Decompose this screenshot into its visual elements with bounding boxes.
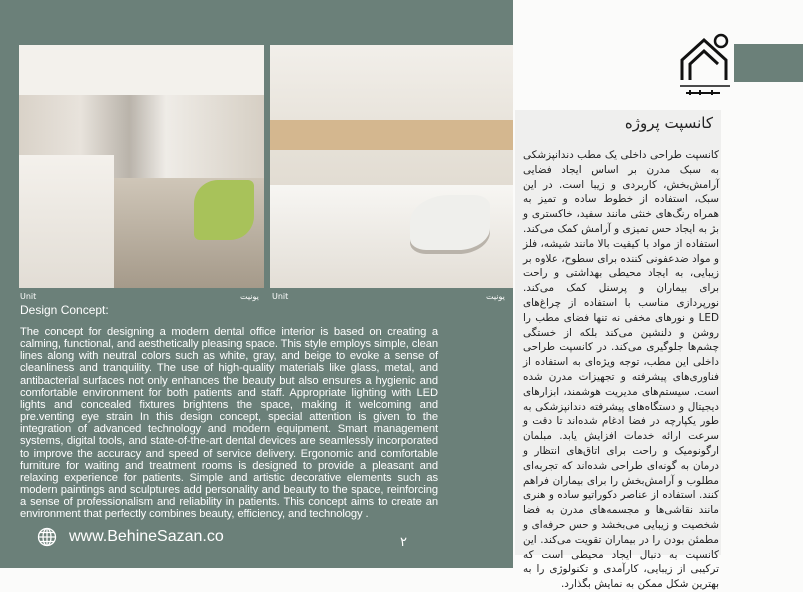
globe-icon — [37, 527, 57, 547]
photo-label-fa: یونیت — [486, 292, 505, 301]
photo-dental-unit-cabinets — [270, 45, 513, 288]
photo-label-fa: یونیت — [240, 292, 259, 301]
photo-label-en: Unit — [272, 292, 289, 301]
design-concept-body: The concept for designing a modern dental office interior is based on creating a calming, functional, and aesthetically pleasing space. This style employs simple, clean lines along with neutral colors such as white, gray, and beige to evoke a sense of cleanliness and tranquility. The use of high-quality materials like glass, metal, and antibacterial surfaces not only enhances the beauty but also ensures a hygienic and comfortable environment for both patients and staff. Appropriate lighting with LED lights and concealed fixtures brightens the space, making it welcoming and pre.venting eye strain In this design concept, special attention is given to the integration of advanced technology and modern equipment. Smart management systems, digital tools, and state-of-the-art dental devices are seamlessly incorporated to improve the accuracy and speed of service delivery. Ergonomic and comfortable furniture for waiting and treatment rooms is designed to provide a pleasant and relaxing experience for patients. Simple and artistic decorative elements such as modern paintings and sculptures add personality and beauty to the space, reinforcing a sense of professionalism and reliability in patients. This concept aims to create an environment that perfectly combines beauty, efficiency, and technology . — [20, 326, 438, 521]
page-number: ۲ — [400, 535, 407, 550]
company-logo — [676, 30, 736, 104]
persian-concept-box — [515, 110, 721, 591]
persian-concept-body: کانسپت طراحی داخلی یک مطب دندانپزشکی به سبک مدرن بر اساس ایجاد فضایی آرامش‌بخش، کاربردی و زیبا است. در این سبک، استفاده از خطوط ساده و تمیز به همراه رنگ‌های خنثی مانند سفید، خاکستری و بژ به ایجاد حس تمیزی و آرامش کمک می‌کند. استفاده از مواد با کیفیت بالا مانند شیشه، فلز و مواد ضدعفونی کننده برای سطوح، علاوه بر زیبایی، به ایجاد محیطی بهداشتی و راحت برای بیماران و پرسنل کمک می‌کند. نورپردازی مناسب با استفاده از چراغ‌های LED و نورهای مخفی نه تنها فضای مطب را روشن و دلنشین می‌کند بلکه از خستگی چشم‌ها جلوگیری می‌کند. در کانسپت طراحی داخلی این مطب، توجه ویژه‌ای به استفاده از فناوری‌های پیشرفته و تجهیزات مدرن شده است. سیستم‌های مدیریت هوشمند، ابزارهای دیجیتال و دستگاه‌های پیشرفته دندانپزشکی به طور یکپارچه در فضا ادغام شده‌اند تا دقت و سرعت ارائه خدمات افزایش یابد. مبلمان ارگونومیک و راحت برای اتاق‌های انتظار و درمان به گونه‌ای طراحی شده‌اند که تجربه‌ای مطلوب و آرامش‌بخش را برای بیماران فراهم کنند. استفاده از عناصر دکوراتیو ساده و هنری مانند نقاشی‌ها و مجسمه‌های مدرن به فضا شخصیت و زیبایی می‌بخشد و حس حرفه‌ای و مطمئن بودن را در بیماران تقویت می‌کند. این کانسپت به دنبال ایجاد محیطی است که ترکیبی از زیبایی، کارآمدی و تکنولوژی را به بهترین شکل ممکن به نمایش بگذارد. — [523, 149, 719, 591]
persian-concept-title: کانسپت پروژه — [624, 114, 713, 132]
website-link[interactable] — [37, 527, 224, 547]
website-url: www.BehineSazan.co — [69, 528, 224, 545]
design-concept-title: Design Concept: — [20, 303, 109, 317]
photo-label-en: Unit — [20, 292, 37, 301]
photo-dental-unit-corridor — [19, 45, 264, 288]
house-logo-icon — [676, 30, 736, 100]
accent-block — [734, 44, 803, 82]
